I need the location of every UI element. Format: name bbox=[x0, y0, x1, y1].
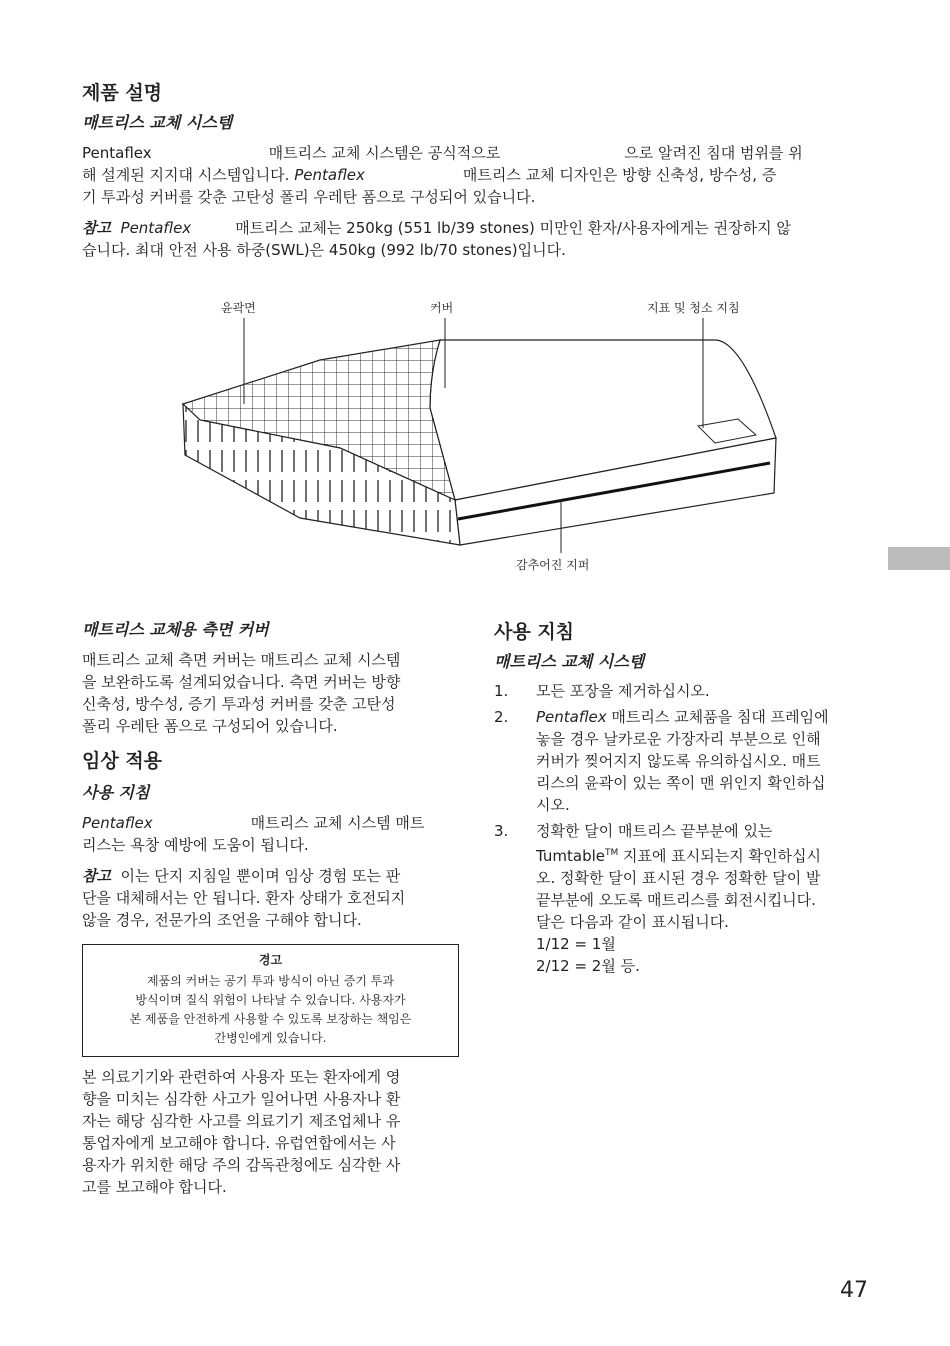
side-cover-title: 매트리스 교체용 측면 커버 bbox=[82, 620, 269, 639]
label-contour: 윤곽면 bbox=[221, 301, 256, 315]
usage-steps bbox=[494, 680, 874, 981]
list-item: 3. 정확한 달이 매트리스 끝부분에 있는 Tumtable™ 지표에 표시되는지 확인하십시 오. 정확한 달이 표시된 경우 정확한 달이 발 끝부분에 오도록 매트리스를 회전시킵니다. 달은 다음과 같이 표시됩니다. 1/12 = 1월 2/12 = 2월 등. bbox=[494, 822, 821, 975]
label-cover: 커버 bbox=[430, 301, 454, 315]
warning-text: 제품의 커버는 공기 투과 방식이 아닌 증기 투과 방식이며 질식 위험이 나타날 수 있습니다. 사용자가 본 제품을 안전하게 사용할 수 있도록 보장하는 책임은 간병인에게 있습니다. bbox=[129, 974, 412, 1045]
section-tab-marker bbox=[888, 547, 950, 570]
note-safe-load: 참고 Pentaflex 매트리스 교체는 250kg (551 lb/39 stones) 미만인 환자/사용자에게는 권장하지 않 습니다. 최대 안전 사용 하중(SWL)은 450kg (992 lb/70 stones)입니다. bbox=[82, 219, 791, 259]
note-guidance: 참고 이는 단지 지침일 뿐이며 임상 경험 또는 판 단을 대체해서는 안 됩니다. 환자 상태가 호전되지 않을 경우, 전문가의 조언을 구해야 합니다. bbox=[82, 867, 406, 929]
list-item: 2. Pentaflex 매트리스 교체품을 침대 프레임에 놓을 경우 날카로운 가장자리 부분으로 인해 커버가 찢어지지 않도록 유의하십시오. 매트 리스의 윤곽이 있는 쪽이 맨 위인지 확인하십 시오. bbox=[494, 708, 829, 814]
section-subtitle: 매트리스 교체 시스템 bbox=[82, 113, 233, 132]
side-cover-paragraph: 매트리스 교체 측면 커버는 매트리스 교체 시스템 을 보완하도록 설계되었습니다. 측면 커버는 방향 신축성, 방수성, 증기 투과성 커버를 갖춘 고탄성 폴리 우레탄 폼으로 구성되어 있습니다. bbox=[82, 651, 401, 735]
clinical-title: 임상 적용 bbox=[82, 750, 163, 772]
usage-title-right: 사용 지침 bbox=[494, 621, 575, 643]
page-title: 제품 설명 bbox=[82, 82, 163, 104]
intro-paragraph: Pentaflex 매트리스 교체 시스템은 공식적으로 으로 알려진 침대 범위를 위 해 설계된 지지대 시스템입니다. Pentaflex 매트리스 교체 디자인은 방향 신축성, 방수성, 증 기 투과성 커버를 갖춘 고탄성 폴리 우레탄 폼으로 구성되어 있습니다. bbox=[82, 144, 803, 206]
usage-subtitle-left: 사용 지침 bbox=[82, 783, 150, 802]
incident-report-paragraph: 본 의료기기와 관련하여 사용자 또는 환자에게 영 향을 미치는 심각한 사고가 일어나면 사용자나 환 자는 해당 심각한 사고를 의료기기 제조업체나 유 통업자에게 보고해야 합니다. 유럽연합에서는 사 용자가 위치한 해당 주의 감독관청에도 심각한 사 고를 보고해야 합니다. bbox=[82, 1068, 401, 1196]
label-zipper: 감추어진 지퍼 bbox=[516, 558, 590, 572]
usage-subtitle-right: 매트리스 교체 시스템 bbox=[494, 652, 645, 671]
page-number: 47 bbox=[840, 1278, 868, 1303]
list-item: 1. 모든 포장을 제거하십시오. bbox=[494, 682, 710, 700]
label-indicator: 지표 및 청소 지침 bbox=[647, 301, 740, 315]
note-label: 참고 bbox=[82, 219, 111, 237]
warning-box bbox=[82, 944, 459, 1057]
mattress-illustration bbox=[170, 315, 790, 565]
warning-title: 경고 bbox=[258, 953, 283, 967]
usage-paragraph-left: Pentaflex 매트리스 교체 시스템 매트 리스는 욕창 예방에 도움이 됩니다. bbox=[82, 814, 425, 854]
